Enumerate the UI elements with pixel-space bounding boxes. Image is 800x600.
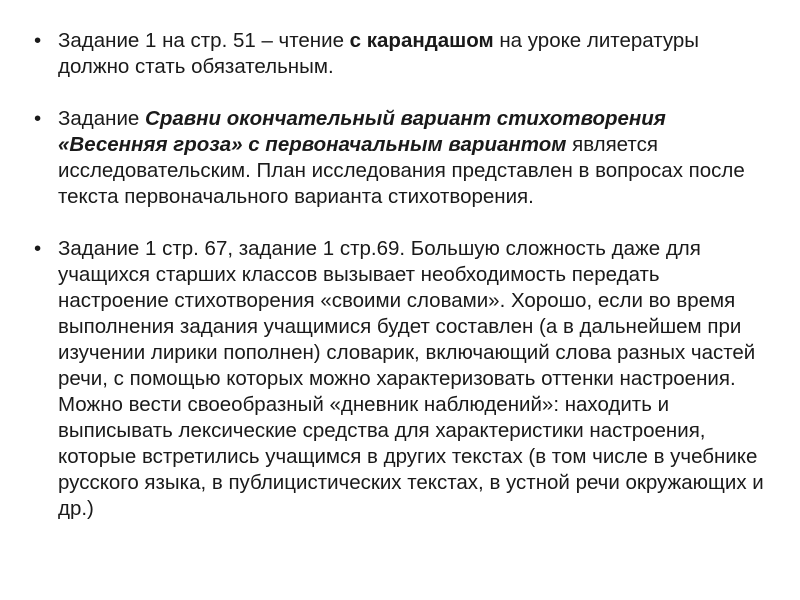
bullet-item-2 <box>34 106 774 210</box>
item-1-text-start: Задание 1 на стр. 51 – чтение <box>58 29 350 52</box>
bullet-item-3 <box>34 236 774 522</box>
item-2-text-start: Задание <box>58 107 146 130</box>
item-1-bold-text: с карандашом <box>349 29 494 52</box>
bullet-icon: • <box>34 29 42 52</box>
item-2-task-title: Сравни окончательный вариант стихотворения «Весенняя гроза» с первоначальным вариантом <box>58 107 666 156</box>
bullet-list <box>34 28 774 548</box>
bullet-item-1 <box>34 28 774 80</box>
bullet-icon: • <box>34 107 42 130</box>
item-1-text-end: на уроке литературы должно стать обязательным. <box>58 29 699 78</box>
item-2-text-end: является исследовательским. План исследования представлен в вопросах после текста первоначального варианта стихотворения. <box>58 133 745 208</box>
bullet-icon: • <box>34 237 42 260</box>
item-3-text: Задание 1 стр. 67, задание 1 стр.69. Большую сложность даже для учащихся старших классов вызывает необходимость передать настроение стихотворения «своими словами». Хорошо, если во время выполнения задания учащимися будет составлен (а в дальнейшем при изучении лирики пополнен) словарик, включающий слова разных частей речи, с помощью которых можно характеризовать оттенки настроения. Можно вести своеобразный «дневник наблюдений»: находить и выписывать лексические средства для характеристики настроения, которые встретились учащимся в других текстах (в том числе в учебнике русского языка, в публицистических текстах, в устной речи окружающих и др.) <box>58 237 764 520</box>
